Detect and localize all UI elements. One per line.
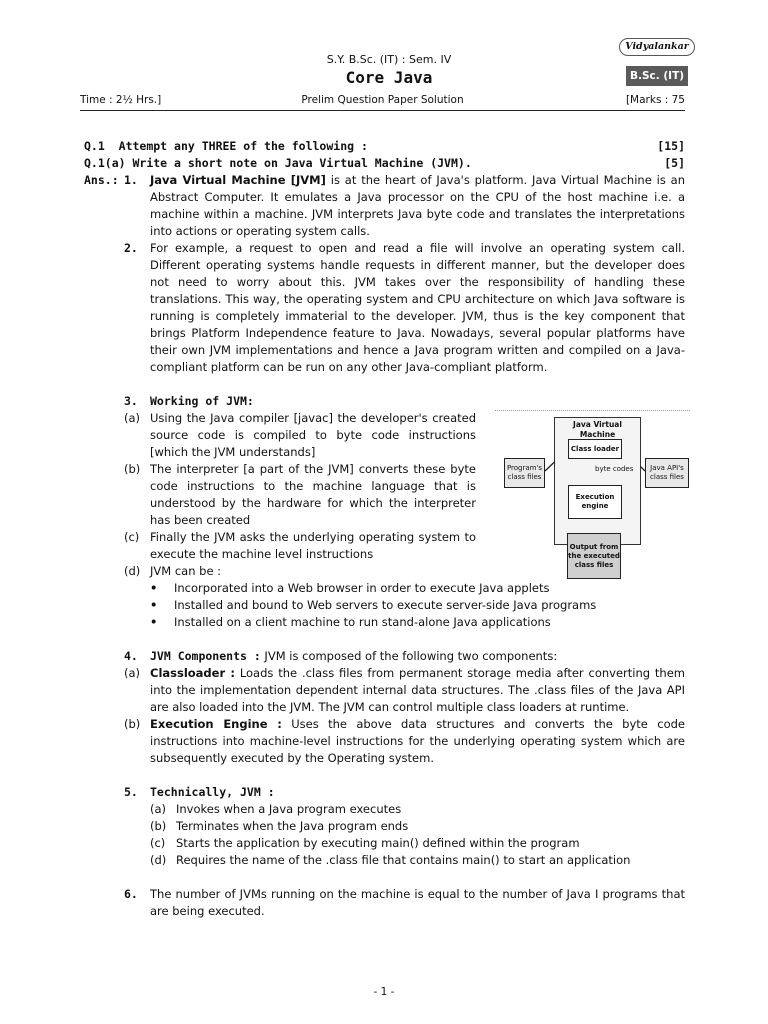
java-api-class-files-box: Java API's class files: [645, 458, 689, 488]
jvm-title: Java Virtual Machine: [573, 420, 622, 439]
item-label: (a): [124, 666, 141, 680]
program-class-files-box: Program's class files: [504, 458, 545, 488]
execution-engine-box: Execution engine: [568, 485, 622, 519]
item-label: (a): [124, 411, 141, 425]
answer-point-6: [124, 886, 685, 920]
item-text: The interpreter [a part of the JVM] converts these byte code instructions to the machine language that is understood by the hardware for which the interpreter has been created: [150, 462, 476, 527]
working-item-b: [124, 461, 476, 529]
item-text: Requires the name of the .class file that contains main() to start an application: [176, 853, 631, 867]
bullet-item: • Installed and bound to Web servers to execute server-side Java programs: [150, 598, 597, 612]
item-label: (d): [150, 853, 167, 867]
publisher-logo: [626, 28, 688, 94]
question-text: Write a short note on Java Virtual Machine (JVM).: [132, 156, 472, 170]
question-1: [84, 138, 685, 155]
bullet-item: • Incorporated into a Web browser in order to execute Java applets: [150, 581, 550, 595]
component-name: Classloader :: [150, 666, 235, 680]
byte-codes-label: byte codes: [595, 465, 634, 473]
bullet-text: Installed and bound to Web servers to execute server-side Java programs: [174, 598, 597, 612]
item-label: (b): [150, 819, 167, 833]
bullet-text: Installed on a client machine to run stand-alone Java applications: [174, 615, 551, 629]
paper-title: Prelim Question Paper Solution: [301, 94, 464, 106]
item-label: (c): [124, 530, 140, 544]
point-text: The number of JVMs running on the machine is equal to the number of Java I programs that are being executed.: [150, 887, 685, 918]
item-label: (a): [150, 802, 167, 816]
answer-label: Ans.:: [84, 173, 119, 187]
item-text: JVM can be :: [150, 564, 222, 578]
technical-item: [150, 852, 685, 869]
section-3-heading: [124, 393, 476, 410]
item-label: (b): [124, 462, 141, 476]
section-number: 3.: [124, 394, 138, 408]
item-text: Finally the JVM asks the underlying operating system to execute the machine level instructions: [150, 530, 476, 561]
section-title: JVM Components :: [150, 649, 261, 663]
course-title: S.Y. B.Sc. (IT) : Sem. IV: [326, 53, 452, 66]
subject-title: Core Java: [345, 68, 433, 87]
technical-item: [150, 801, 685, 818]
point-term: Java Virtual Machine [JVM]: [150, 173, 326, 187]
bullet-item: • Installed on a client machine to run stand-alone Java applications: [150, 615, 551, 629]
answer-point-1: [84, 172, 685, 240]
section-intro: JVM is composed of the following two components:: [260, 649, 558, 663]
section-title: Technically, JVM :: [150, 785, 275, 799]
point-number: 6.: [124, 887, 138, 901]
item-label: (c): [150, 836, 166, 850]
output-box: Output from the executed class files: [567, 533, 621, 579]
page-number: - 1 -: [373, 986, 395, 998]
section-4-heading: [124, 648, 685, 665]
component-text: Uses the above data structures and converts the byte code instructions into machine-level instructions for the underlying operating system which are subsequently executed by the Operating system.: [150, 717, 685, 765]
point-text: is at the heart of Java's platform. Java Virtual Machine is an Abstract Computer. It emulates a Java processor on the CPU of the host machine i.e. a machine within a machine. JVM interprets Java byte code and translates the interpretations into actions or operating system calls.: [150, 173, 685, 238]
point-number: 1.: [124, 173, 138, 187]
question-1a: [84, 155, 685, 172]
point-number: 2.: [124, 241, 138, 255]
component-text: Loads the .class files from permanent storage media after converting them into the implementation dependent internal data structures. The .class files of the Java API are also loaded into the JVM. The JVM can control multiple class loaders at runtime.: [150, 666, 685, 714]
logo-wordmark: Vidyalankar: [619, 38, 695, 56]
answer-point-2: [124, 240, 685, 376]
section-number: 5.: [124, 785, 138, 799]
marks-label: [Marks : 75: [625, 94, 685, 106]
item-text: Invokes when a Java program executes: [176, 802, 402, 816]
question-text: Attempt any THREE of the following :: [118, 139, 368, 153]
technical-item: [150, 818, 685, 835]
jvm-diagram: [495, 407, 690, 585]
bullet-text: Incorporated into a Web browser in order to execute Java applets: [174, 581, 550, 595]
question-marks: [5]: [664, 156, 685, 170]
header-divider: [80, 110, 685, 111]
question-label: Q.1(a): [84, 156, 126, 170]
jvm-container: [554, 417, 641, 545]
question-label: Q.1: [84, 139, 105, 153]
item-text: Terminates when the Java program ends: [176, 819, 409, 833]
logo-course-label: B.Sc. (IT): [626, 66, 688, 86]
working-item-c: [124, 529, 476, 563]
point-text: For example, a request to open and read a file will involve an operating system call. Different operating systems handle requests in different manner, but the developer does not need to worry about this. JVM takes over the responsibility of handling these translations. This way, the operating system and CPU architecture on which Java software is running is completely immaterial to the developer. JVM, thus is the key component that brings Platform Independence feature to Java. Nowadays, several popular platforms have their own JVM implementations and hence a Java program written and compiled on a Java-compliant platform can be run on any other Java-compliant platform.: [150, 241, 685, 374]
item-text: Starts the application by executing main() defined within the program: [176, 836, 580, 850]
component-execution-engine: [124, 716, 685, 767]
section-number: 4.: [124, 649, 138, 663]
question-marks: [15]: [657, 139, 685, 153]
section-title: Working of JVM:: [150, 394, 254, 408]
component-name: Execution Engine :: [150, 717, 282, 731]
time-label: Time : 2½ Hrs.]: [80, 94, 162, 106]
technical-item: [150, 835, 685, 852]
class-loader-box: Class loader: [568, 439, 622, 459]
item-text: Using the Java compiler [javac] the developer's created source code is compiled to byte code instructions [which the JVM understands]: [150, 411, 476, 459]
item-label: (d): [124, 564, 141, 578]
component-classloader: [124, 665, 685, 716]
section-5-heading: [124, 784, 685, 801]
item-label: (b): [124, 717, 141, 731]
page-header: [80, 52, 698, 89]
working-item-a: [124, 410, 476, 461]
